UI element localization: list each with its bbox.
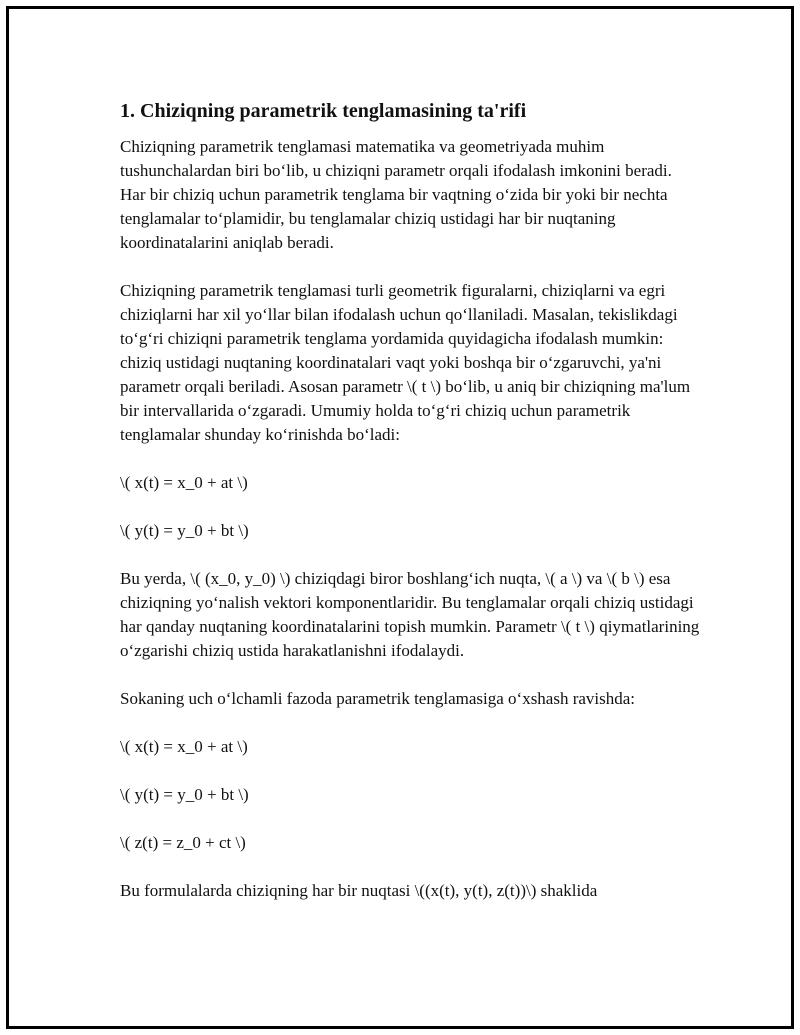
- equation-x-2d: \( x(t) = x_0 + at \): [120, 473, 248, 492]
- paragraph-explanation: Bu yerda, \( (x_0, y_0) \) chiziqdagi biror boshlang‘ich nuqta, \( a \) va \( b \) esa chiziqning yo‘nalish vektori komponentlaridir. Bu tenglamalar orqali chiziq ustidagi har qanday nuqtaning koordinatalarini topish mumkin. Parametr \( t \) qiymatlarining o‘zgarishi chiziq ustida harakatlanishni ifodalaydi.: [120, 569, 700, 660]
- section-title: 1. Chiziqning parametrik tenglamasining ta'rifi: [120, 100, 527, 122]
- equation-y-2d: \( y(t) = y_0 + bt \): [120, 521, 249, 540]
- document-page: [6, 6, 794, 1029]
- document-content: [120, 97, 700, 903]
- equation-y-3d: \( y(t) = y_0 + bt \): [120, 785, 249, 804]
- paragraph-intro: Chiziqning parametrik tenglamasi matematika va geometriyada muhim tushunchalardan biri bo‘lib, u chiziqni parametr orqali ifodalash imkonini beradi. Har bir chiziq uchun parametrik tenglama bir vaqtning o‘zida bir yoki bir nechta tenglamalar to‘plamidir, bu tenglamalar chiziq ustidagi har bir nuqtaning koordinatalarini aniqlab beradi.: [120, 137, 672, 252]
- paragraph-usage: Chiziqning parametrik tenglamasi turli geometrik figuralarni, chiziqlarni va egri chiziqlarni har xil yo‘llar bilan ifodalash uchun qo‘llaniladi. Masalan, tekislikdagi to‘g‘ri chiziqni parametrik tenglama yordamida quyidagicha ifodalash mumkin: chiziq ustidagi nuqtaning koordinatalari vaqt yoki boshqa bir o‘zgaruvchi, ya'ni parametr orqali beriladi. Asosan parametr \( t \) bo‘lib, u aniq bir chiziqning ma'lum bir intervallarida o‘zgaradi. Umumiy holda to‘g‘ri chiziq uchun parametrik tenglamalar shunday ko‘rinishda bo‘ladi:: [120, 281, 691, 444]
- paragraph-3d-intro: Sokaning uch o‘lchamli fazoda parametrik tenglamasiga o‘xshash ravishda:: [120, 689, 636, 708]
- equation-x-3d: \( x(t) = x_0 + at \): [120, 737, 248, 756]
- paragraph-formulas: Bu formulalarda chiziqning har bir nuqtasi \((x(t), y(t), z(t))\) shaklida: [120, 881, 598, 900]
- equation-z-3d: \( z(t) = z_0 + ct \): [120, 833, 246, 852]
